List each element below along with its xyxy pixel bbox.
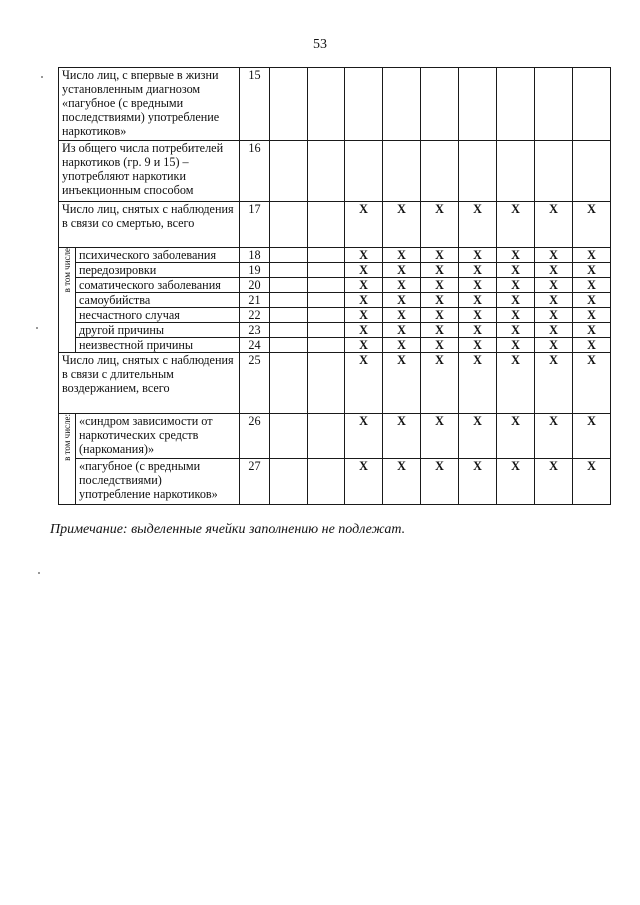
row-number: 24 <box>240 338 270 353</box>
group-label-cell <box>59 248 76 353</box>
disabled-cell-mark: X <box>573 323 611 338</box>
disabled-cell-mark: X <box>421 202 459 248</box>
data-cell[interactable] <box>308 248 345 263</box>
disabled-cell-mark: X <box>383 308 421 323</box>
data-cell[interactable] <box>270 353 308 414</box>
row-label: Число лиц, с впервые в жизни установленным диагнозом «пагубное (с вредными последствиями) употребление наркотиков» <box>59 68 240 141</box>
disabled-cell-mark: X <box>345 293 383 308</box>
disabled-cell-mark: X <box>535 293 573 308</box>
group-label-abstinence: в том числе: <box>61 414 72 461</box>
row-label: Число лиц, снятых с наблюдения в связи с длительным воздержанием, всего <box>59 353 240 414</box>
disabled-cell-mark: X <box>497 459 535 505</box>
page-number: 53 <box>313 37 327 52</box>
table-row <box>59 68 611 141</box>
data-cell[interactable] <box>308 414 345 459</box>
disabled-cell-mark: X <box>535 263 573 278</box>
disabled-cell-mark: X <box>497 414 535 459</box>
data-cell[interactable] <box>308 293 345 308</box>
disabled-cell-mark: X <box>497 353 535 414</box>
disabled-cell-mark: X <box>573 353 611 414</box>
row-number: 27 <box>240 459 270 505</box>
disabled-cell-mark: X <box>383 278 421 293</box>
data-cell[interactable] <box>308 308 345 323</box>
disabled-cell-mark: X <box>345 323 383 338</box>
disabled-cell-mark: X <box>383 338 421 353</box>
disabled-cell-mark: X <box>383 202 421 248</box>
data-cell[interactable] <box>270 141 308 202</box>
row-label: неизвестной причины <box>76 338 240 353</box>
table-row <box>59 338 611 353</box>
disabled-cell-mark: X <box>383 248 421 263</box>
row-label: психического заболевания <box>76 248 240 263</box>
data-cell[interactable] <box>421 141 459 202</box>
disabled-cell-mark: X <box>535 278 573 293</box>
scan-speck <box>41 76 43 78</box>
table-row <box>59 248 611 263</box>
disabled-cell-mark: X <box>573 202 611 248</box>
disabled-cell-mark: X <box>535 323 573 338</box>
data-cell[interactable] <box>270 293 308 308</box>
data-cell[interactable] <box>308 263 345 278</box>
disabled-cell-mark: X <box>573 293 611 308</box>
row-label: несчастного случая <box>76 308 240 323</box>
disabled-cell-mark: X <box>535 248 573 263</box>
data-cell[interactable] <box>270 248 308 263</box>
disabled-cell-mark: X <box>573 308 611 323</box>
data-cell[interactable] <box>459 68 497 141</box>
data-cell[interactable] <box>270 308 308 323</box>
disabled-cell-mark: X <box>459 278 497 293</box>
data-cell[interactable] <box>573 68 611 141</box>
table-row <box>59 308 611 323</box>
disabled-cell-mark: X <box>459 202 497 248</box>
disabled-cell-mark: X <box>383 293 421 308</box>
disabled-cell-mark: X <box>535 459 573 505</box>
data-cell[interactable] <box>308 141 345 202</box>
disabled-cell-mark: X <box>345 459 383 505</box>
table-row <box>59 278 611 293</box>
row-label: Из общего числа потребителей наркотиков (гр. 9 и 15) – употребляют наркотики инъекционным способом <box>59 141 240 202</box>
table-row <box>59 293 611 308</box>
data-cell[interactable] <box>270 263 308 278</box>
disabled-cell-mark: X <box>421 278 459 293</box>
disabled-cell-mark: X <box>383 353 421 414</box>
table-row <box>59 353 611 414</box>
disabled-cell-mark: X <box>459 248 497 263</box>
disabled-cell-mark: X <box>497 263 535 278</box>
row-number: 26 <box>240 414 270 459</box>
disabled-cell-mark: X <box>345 308 383 323</box>
disabled-cell-mark: X <box>421 338 459 353</box>
disabled-cell-mark: X <box>383 263 421 278</box>
data-cell[interactable] <box>497 68 535 141</box>
disabled-cell-mark: X <box>497 278 535 293</box>
disabled-cell-mark: X <box>421 293 459 308</box>
data-cell[interactable] <box>308 353 345 414</box>
data-cell[interactable] <box>308 338 345 353</box>
data-cell[interactable] <box>270 68 308 141</box>
disabled-cell-mark: X <box>421 323 459 338</box>
table-row <box>59 202 611 248</box>
row-label: соматического заболевания <box>76 278 240 293</box>
data-cell[interactable] <box>421 68 459 141</box>
disabled-cell-mark: X <box>459 353 497 414</box>
row-label: самоубийства <box>76 293 240 308</box>
disabled-cell-mark: X <box>383 414 421 459</box>
disabled-cell-mark: X <box>497 248 535 263</box>
table-row <box>59 459 611 505</box>
disabled-cell-mark: X <box>345 202 383 248</box>
disabled-cell-mark: X <box>383 323 421 338</box>
disabled-cell-mark: X <box>459 323 497 338</box>
data-cell[interactable] <box>383 68 421 141</box>
disabled-cell-mark: X <box>573 278 611 293</box>
disabled-cell-mark: X <box>345 414 383 459</box>
data-cell[interactable] <box>308 278 345 293</box>
disabled-cell-mark: X <box>345 353 383 414</box>
data-cell[interactable] <box>270 202 308 248</box>
report-table <box>58 67 611 505</box>
row-number: 22 <box>240 308 270 323</box>
row-number: 16 <box>240 141 270 202</box>
data-cell[interactable] <box>535 141 573 202</box>
table-row <box>59 263 611 278</box>
disabled-cell-mark: X <box>421 308 459 323</box>
disabled-cell-mark: X <box>535 338 573 353</box>
row-label: передозировки <box>76 263 240 278</box>
disabled-cell-mark: X <box>497 338 535 353</box>
disabled-cell-mark: X <box>459 414 497 459</box>
disabled-cell-mark: X <box>421 248 459 263</box>
data-cell[interactable] <box>535 68 573 141</box>
row-number: 17 <box>240 202 270 248</box>
row-number: 25 <box>240 353 270 414</box>
data-cell[interactable] <box>345 68 383 141</box>
row-number: 18 <box>240 248 270 263</box>
disabled-cell-mark: X <box>421 414 459 459</box>
disabled-cell-mark: X <box>383 459 421 505</box>
disabled-cell-mark: X <box>497 293 535 308</box>
group-label-death: в том числе <box>61 248 72 293</box>
data-cell[interactable] <box>573 141 611 202</box>
scan-speck <box>38 572 40 574</box>
data-cell[interactable] <box>270 414 308 459</box>
disabled-cell-mark: X <box>535 414 573 459</box>
disabled-cell-mark: X <box>535 353 573 414</box>
disabled-cell-mark: X <box>573 248 611 263</box>
disabled-cell-mark: X <box>573 338 611 353</box>
disabled-cell-mark: X <box>459 263 497 278</box>
disabled-cell-mark: X <box>573 263 611 278</box>
data-cell[interactable] <box>308 459 345 505</box>
disabled-cell-mark: X <box>459 338 497 353</box>
disabled-cell-mark: X <box>421 353 459 414</box>
row-label: «синдром зависимости от наркотических средств (наркомания)» <box>76 414 240 459</box>
row-number: 20 <box>240 278 270 293</box>
row-label: «пагубное (с вредными последствиями) употребление наркотиков» <box>76 459 240 505</box>
row-number: 15 <box>240 68 270 141</box>
disabled-cell-mark: X <box>497 308 535 323</box>
disabled-cell-mark: X <box>535 308 573 323</box>
data-cell[interactable] <box>383 141 421 202</box>
data-cell[interactable] <box>308 323 345 338</box>
data-cell[interactable] <box>270 459 308 505</box>
disabled-cell-mark: X <box>573 414 611 459</box>
row-number: 21 <box>240 293 270 308</box>
disabled-cell-mark: X <box>459 308 497 323</box>
row-number: 19 <box>240 263 270 278</box>
data-cell[interactable] <box>497 141 535 202</box>
disabled-cell-mark: X <box>345 248 383 263</box>
disabled-cell-mark: X <box>535 202 573 248</box>
data-cell[interactable] <box>459 141 497 202</box>
disabled-cell-mark: X <box>345 263 383 278</box>
row-label: Число лиц, снятых с наблюдения в связи со смертью, всего <box>59 202 240 248</box>
row-label: другой причины <box>76 323 240 338</box>
data-cell[interactable] <box>270 278 308 293</box>
data-cell[interactable] <box>345 141 383 202</box>
table-row <box>59 141 611 202</box>
footnote: Примечание: выделенные ячейки заполнению не подлежат. <box>50 522 406 537</box>
table-row <box>59 414 611 459</box>
group-label-cell <box>59 414 76 505</box>
disabled-cell-mark: X <box>497 202 535 248</box>
disabled-cell-mark: X <box>459 459 497 505</box>
data-cell[interactable] <box>308 68 345 141</box>
disabled-cell-mark: X <box>421 263 459 278</box>
table-row <box>59 323 611 338</box>
data-cell[interactable] <box>270 338 308 353</box>
disabled-cell-mark: X <box>497 323 535 338</box>
data-cell[interactable] <box>270 323 308 338</box>
row-number: 23 <box>240 323 270 338</box>
data-cell[interactable] <box>308 202 345 248</box>
disabled-cell-mark: X <box>421 459 459 505</box>
disabled-cell-mark: X <box>345 278 383 293</box>
disabled-cell-mark: X <box>459 293 497 308</box>
scan-speck <box>36 327 38 329</box>
disabled-cell-mark: X <box>573 459 611 505</box>
disabled-cell-mark: X <box>345 338 383 353</box>
